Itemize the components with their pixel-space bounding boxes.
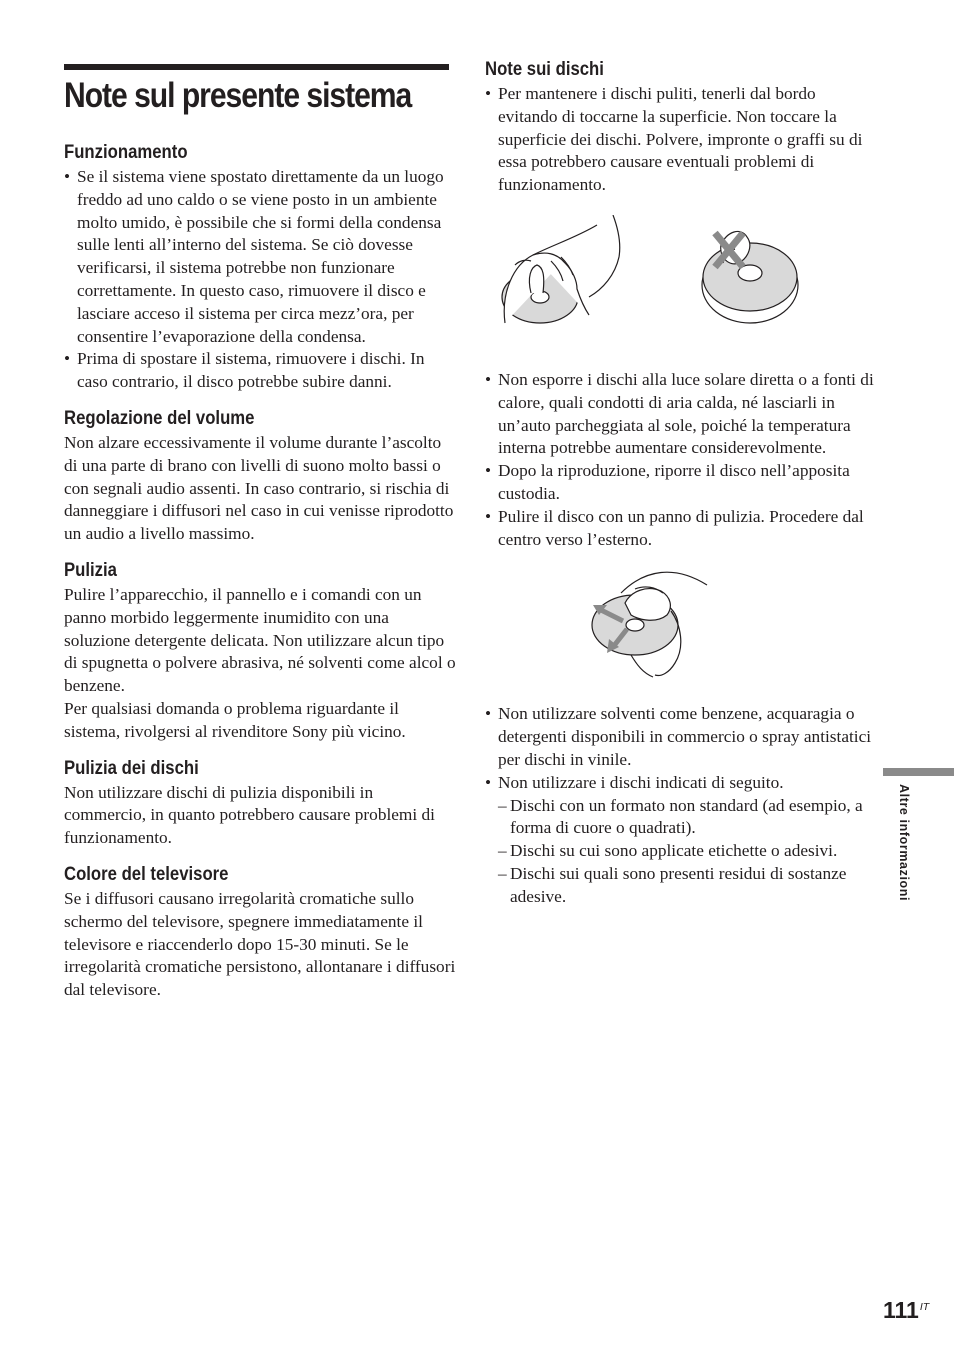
page-language-suffix: IT [919,1301,930,1313]
list-item: • Non utilizzare solventi come benzene, acquaragia o detergenti disponibili in commercio o spray antistatici per dischi in vinile. [485,703,877,771]
section-pulizia [64,558,456,744]
right-column [485,57,877,909]
heading-volume: Regolazione del volume [64,407,255,429]
list-item: – Dischi su cui sono applicate etichette o adesivi. [485,840,877,863]
side-tab-bar [883,768,954,776]
heading-funzionamento: Funzionamento [64,142,188,163]
pulizia-dischi-text: Non utilizzare dischi di pulizia disponibili in commercio, in quanto potrebbero causare problemi di funzionamento. [64,782,435,848]
funzionamento-list [64,166,456,394]
page-number [883,1297,929,1324]
heading-pulizia: Pulizia [64,559,117,581]
list-item: • Prima di spostare il sistema, rimuovere i dischi. In caso contrario, il disco potrebbe subire danni. [64,348,456,394]
section-volume [64,406,456,546]
volume-text: Non alzare eccessivamente il volume durante l’ascolto di una parte di brano con livelli di suono molto bassi o con segnali audio assenti. In caso contrario, si rischia di danneggiare i diffusori nel caso in cui venisse riprodotto un audio a livello massimo. [64,432,454,544]
side-tab-label: Altre informazioni [897,784,911,902]
list-item: • Se il sistema viene spostato direttamente da un luogo freddo ad uno caldo o se viene posto in un ambiente molto umido, è possibile che si formi della condensa sulle lenti all’interno del sistema. Se ciò dovesse verificarsi, il sistema potrebbe non funzionare correttamente. In questo caso, rimuovere il disco e lasciare acceso il sistema per circa mezz’ora, per consentire l’evaporazione della condensa. [64,166,456,348]
page-title: Note sul presente sistema [64,76,412,115]
note-dischi-list-1 [485,83,877,197]
note-dischi-list-2 [485,369,877,551]
section-funzionamento [64,140,456,394]
section-pulizia-dischi [64,756,456,850]
heading-note-dischi: Note sui dischi [485,59,604,80]
pulizia-text: Pulire l’apparecchio, il pannello e i comandi con un panno morbido leggermente inumidito con una soluzione detergente delicata. Non utilizzare alcun tipo di spugnetta o polvere abrasiva, né solventi come alcol o benzene. [64,584,456,696]
list-item: • Non utilizzare i dischi indicati di seguito. [485,772,877,795]
list-item: • Non esporre i dischi alla luce solare diretta o a fonti di calore, quali condotti di aria calda, né lasciarli in un’auto parcheggiata al sole, poiché la temperatura interna potrebbe aumentare considerevolmente. [485,369,877,460]
correct-handling-figure [502,215,620,323]
incorrect-handling-figure [702,231,798,323]
heading-colore: Colore del televisore [64,863,229,885]
title-rule [64,64,449,70]
section-colore [64,862,456,1002]
note-dischi-list-3 [485,703,877,794]
page-number-value: 111 [883,1297,919,1323]
heading-pulizia-dischi: Pulizia dei dischi [64,757,199,779]
list-item: – Dischi sui quali sono presenti residui di sostanze adesive. [485,863,877,909]
colore-text: Se i diffusori causano irregolarità cromatiche sullo schermo del televisore, spegnere immediatamente il televisore e riaccenderlo dopo 15-30 minuti. Se le irregolarità cromatiche persistono, allontanare i diffusori dal televisore. [64,888,456,1000]
unsuitable-discs-list [485,795,877,909]
list-item: • Per mantenere i dischi puliti, tenerli dal bordo evitando di toccarne la superficie. Non toccare la superficie dei dischi. Polvere, impronte o graffi su di essa potrebbero causare eventuali problemi di funzionamento. [485,83,877,197]
disc-cleaning-illustration [485,563,877,689]
disc-handling-illustration [485,215,805,355]
left-column [64,140,456,1002]
list-item: • Dopo la riproduzione, riporre il disco nell’apposita custodia. [485,460,877,506]
pulizia-contact-text: Per qualsiasi domanda o problema riguardante il sistema, rivolgersi al rivenditore Sony più vicino. [64,698,406,741]
list-item: • Pulire il disco con un panno di pulizia. Procedere dal centro verso l’esterno. [485,506,877,552]
list-item: – Dischi con un formato non standard (ad esempio, a forma di cuore o quadrati). [485,795,877,841]
